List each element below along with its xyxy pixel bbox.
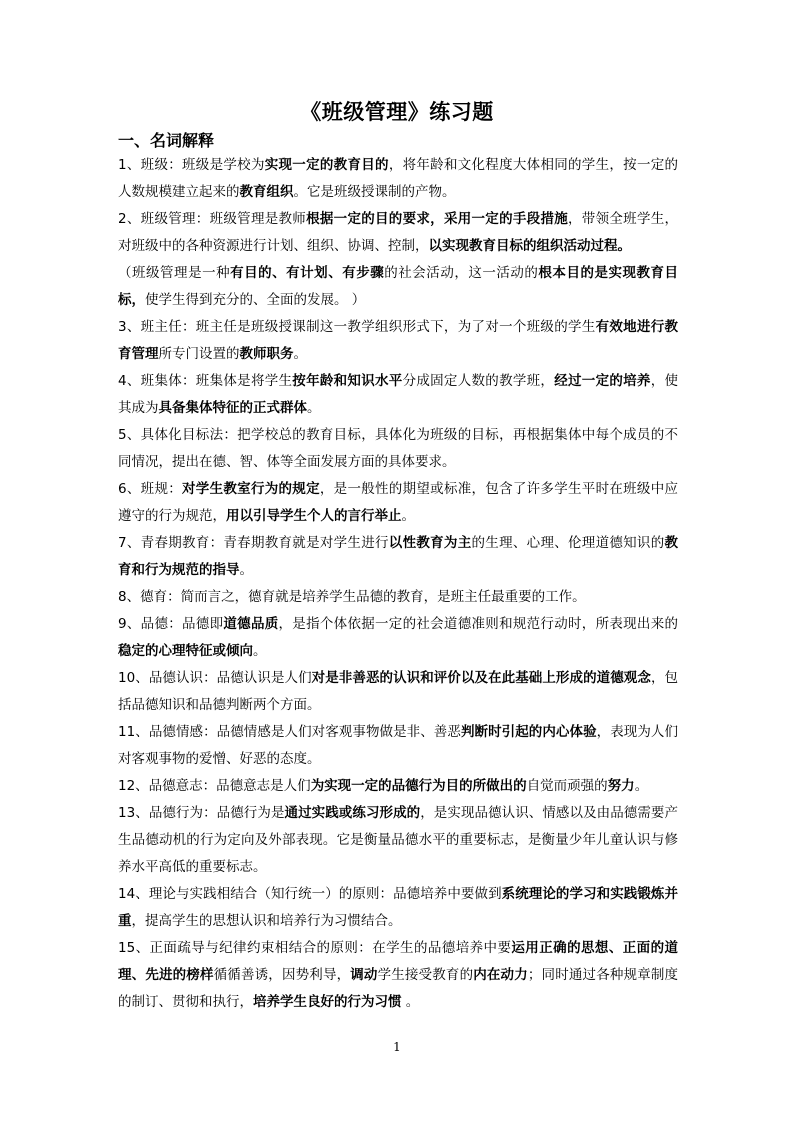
emphasis-text: 对是非善恶的认识和评价以及在此基础上形成的道德观念 (311, 670, 651, 686)
definition-paragraph (118, 476, 678, 530)
paragraph-text: 10、品德认识：品德认识是人们 (118, 670, 312, 686)
paragraph-text: 使学生得到充分的、全面的发展。 ） (145, 292, 366, 308)
paragraph-text: ，提高学生的思想认识和培养行为习惯结合。 (131, 913, 402, 929)
section-heading: 一、名词解释 (118, 131, 215, 150)
emphasis-text: 运用正确的思想、正面的道理、先进的榜样 (118, 940, 678, 983)
emphasis-text: 教育和行为规范的指导 (118, 535, 679, 578)
emphasis-text: 判断时引起的内心体验 (460, 724, 597, 740)
paragraph-text: （班级管理是一种 (118, 265, 231, 281)
definition-paragraph (118, 260, 678, 314)
paragraph-text: 14、理论与实践相结合（知行统一）的原则：品德培养中要做到 (118, 886, 502, 902)
emphasis-text: 道德品质 (223, 616, 279, 632)
emphasis-text: 系统理论的学习和实践锻炼并重 (118, 886, 678, 929)
emphasis-text: 有目的、有计划、有步骤 (230, 265, 385, 281)
paragraph-text: 自觉而顽强的 (526, 778, 608, 794)
emphasis-text: 以实现教育目标的组织活动过程。 (428, 238, 631, 254)
paragraph-text: 的生理、心理、伦理道德知识的 (471, 535, 665, 551)
definition-paragraph (118, 152, 678, 206)
paragraph-text: 13、品德行为：品德行为是 (118, 805, 285, 821)
definition-paragraph (118, 422, 678, 476)
paragraph-text: 15、正面疏导与纪律约束相结合的原则：在学生的品德培养中要 (118, 940, 512, 956)
emphasis-text: 调动 (350, 967, 378, 983)
emphasis-text: 培养学生良好的行为习惯 (253, 994, 402, 1010)
paragraph-text: ，是一般性的期望或标准，包含了许多学生平时在班级中应遵守的行为规范， (118, 481, 679, 524)
definition-paragraph (118, 881, 678, 935)
paragraph-text: 。 (293, 346, 307, 362)
emphasis-text: 为实现一定的品德行为目的所做出的 (310, 778, 527, 794)
paragraph-text: 3、班主任：班主任是班级授课制这一教学组织形式下，为了对一个班级的学生 (118, 319, 596, 335)
paragraph-text: 的社会活动，这一活动的 (384, 265, 539, 281)
definition-paragraph (118, 665, 678, 719)
paragraph-text: ，是实现品德认识、情感以及由品德需要产生品德动机的行为定向及外部表现。它是衡量品德水平的重要标志，是衡量少年儿童认识与修养水平高低的重要标志。 (118, 805, 678, 875)
definition-paragraph (118, 584, 678, 611)
paragraph-text: 循循善诱，因势利导， (213, 967, 351, 983)
emphasis-text: 用以引导学生个人的言行举止 (226, 508, 402, 524)
paragraph-text: 9、品德：品德即 (118, 616, 224, 632)
paragraph-text: 。 (401, 508, 415, 524)
paragraph-text: 8、德育：简而言之，德育就是培养学生品德的教育，是班主任最重要的工作。 (118, 589, 586, 605)
paragraph-text: 7、青春期教育：青春期教育就是对学生进行 (118, 535, 389, 551)
paragraph-text: 分成固定人数的教学班， (402, 373, 555, 389)
definition-paragraph (118, 611, 678, 665)
paragraph-text: 1、班级：班级是学校为 (118, 157, 265, 173)
paragraph-text: ，带领全班学生，对班级中的各种资源进行计划、组织、协调、控制， (118, 211, 679, 254)
emphasis-text: 内在动力 (473, 967, 528, 983)
emphasis-text: 稳定的心理特征或倾向 (118, 643, 253, 659)
paragraph-text: 12、品德意志：品德意志是人们 (118, 778, 311, 794)
paragraph-text: 。 (307, 400, 321, 416)
emphasis-text: 根本目的是实现教育目标， (118, 265, 679, 308)
paragraph-text: ，将年龄和文化程度大体相同的学生，按一定的人数规模建立起来的 (118, 157, 679, 200)
paragraph-text: 。 (253, 643, 267, 659)
emphasis-text: 有效地进行教育管理 (118, 319, 679, 362)
definition-paragraph (118, 719, 678, 773)
definition-paragraph (118, 800, 678, 881)
page-title: 《班级管理》练习题 (300, 99, 494, 124)
paragraph-text: 。 (239, 562, 253, 578)
definition-paragraph (118, 773, 678, 800)
paragraph-text: ，表现为人们对客观事物的爱憎、好恶的态度。 (118, 724, 678, 767)
emphasis-text: 按年龄和知识水平 (292, 373, 403, 389)
paragraph-text: 所专门设置的 (158, 346, 240, 362)
paragraph-text: 。 (401, 994, 420, 1010)
paragraph-text: 。 (634, 778, 649, 794)
paragraph-text: 5、具体化目标法：把学校总的教育目标，具体化为班级的目标，再根据集体中每个成员的不同情况，提出在德、智、体等全面发展方面的具体要求。 (118, 427, 678, 470)
paragraph-text: ，使其成为 (118, 373, 679, 416)
page-number: 1 (393, 1040, 401, 1054)
paragraph-text: ，包括品德知识和品德判断两个方面。 (118, 670, 679, 713)
emphasis-text: 教育组织 (239, 184, 294, 200)
emphasis-text: 教师职务 (239, 346, 294, 362)
emphasis-text: 实现一定的教育目的 (264, 157, 389, 173)
emphasis-text: 以性教育为主 (388, 535, 472, 551)
paragraph-text: 4、班集体：班集体是将学生 (118, 373, 293, 389)
definition-paragraph (118, 935, 678, 1016)
paragraph-text: ；同时通过各种规章制度的制订、贯彻和执行， (118, 967, 679, 1010)
emphasis-text: 通过实践或练习形成的 (284, 805, 421, 821)
paragraph-text: 。它是班级授课制的产物。 (293, 184, 456, 200)
definitions-list (118, 152, 678, 1016)
paragraph-text: 学生接受教育的 (377, 967, 474, 983)
paragraph-text: 6、班规： (118, 481, 183, 497)
emphasis-text: 努力 (607, 778, 635, 794)
definition-paragraph (118, 530, 678, 584)
definition-paragraph (118, 206, 678, 260)
emphasis-text: 根据一定的目的要求，采用一定的手段措施 (306, 211, 569, 227)
definition-paragraph (118, 314, 678, 368)
paragraph-text: ，是指个体依据一定的社会道德准则和规范行动时，所表现出来的 (278, 616, 678, 632)
paragraph-text: 2、班级管理：班级管理是教师 (118, 211, 307, 227)
paragraph-text: 11、品德情感：品德情感是人们对客观事物做是非、善恶 (118, 724, 461, 740)
emphasis-text: 具备集体特征的正式群体 (158, 400, 307, 416)
definition-paragraph (118, 368, 678, 422)
emphasis-text: 对学生教室行为的规定 (182, 481, 320, 497)
emphasis-text: 经过一定的培养 (554, 373, 651, 389)
